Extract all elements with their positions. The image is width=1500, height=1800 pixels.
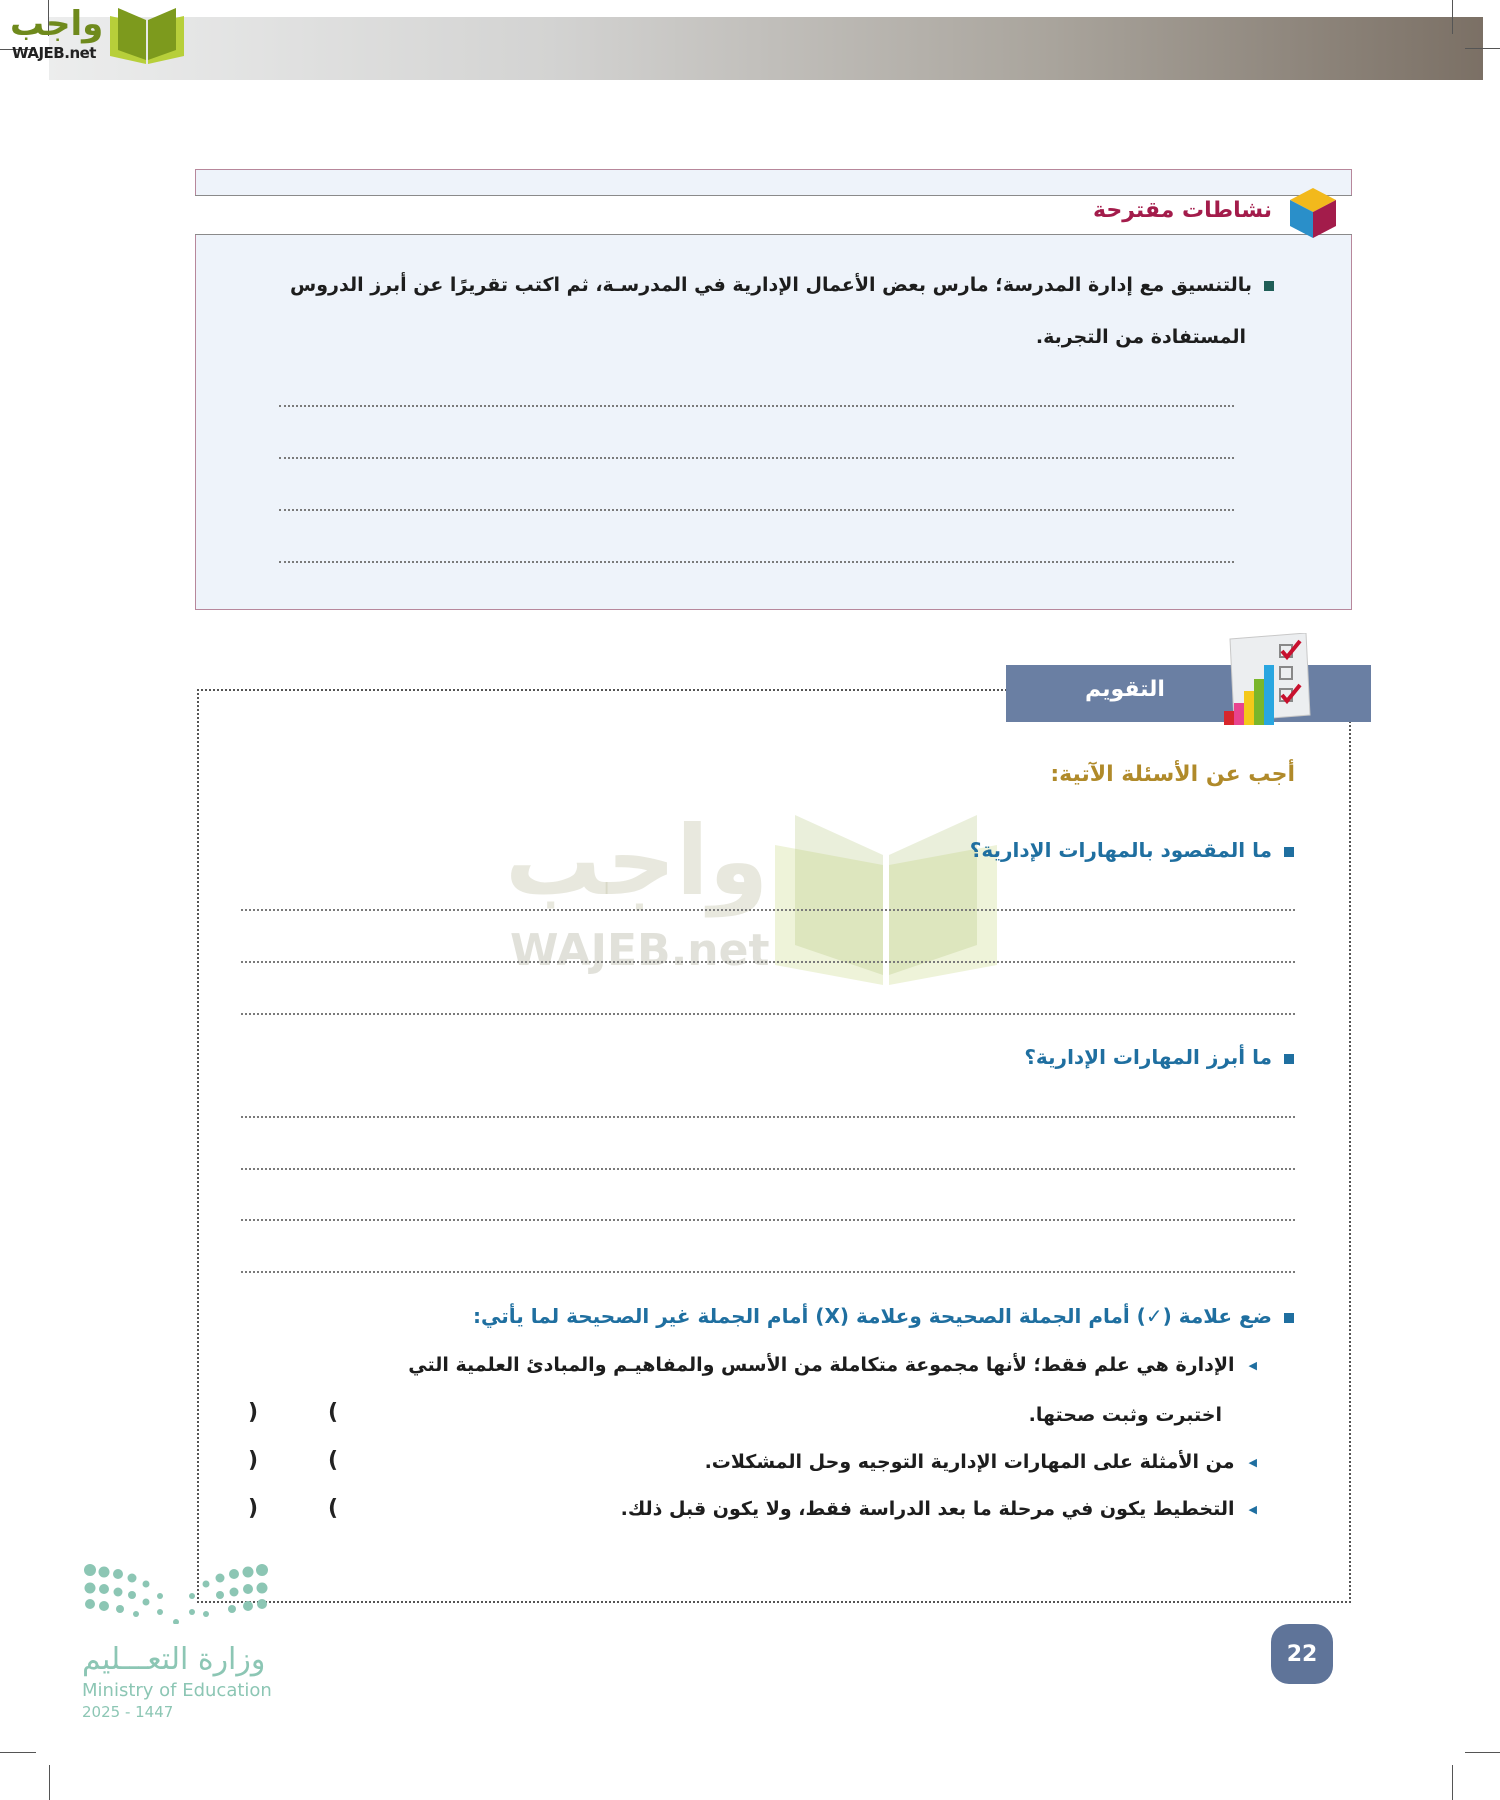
bullet-square-icon [1284,847,1294,857]
activity-text-line2: المستفادة من التجربة. [1035,326,1246,348]
logo-english: WAJEB.net [12,44,96,62]
answer-line[interactable] [241,1219,1295,1221]
answer-line[interactable] [241,1271,1295,1273]
answer-line[interactable] [279,457,1234,459]
header-bar [49,17,1483,80]
activity-text-line1 [290,274,1274,296]
ministry-dots-logo-icon [84,1562,268,1624]
logo-arabic: واجب [10,4,104,44]
question-2: ما أبرز المهارات الإدارية؟ [1024,1045,1294,1069]
activities-title: نشاطات مقترحة [1093,198,1272,223]
bullet-triangle-icon: ◀ [1248,1359,1257,1372]
answer-line[interactable] [279,509,1234,511]
answer-slot-3-close[interactable]: ( [328,1496,339,1521]
crop-mark [1465,48,1500,49]
crop-mark [1452,1765,1453,1800]
crop-mark [1465,1752,1500,1753]
answer-line[interactable] [241,909,1295,911]
answer-line[interactable] [241,1116,1295,1118]
answer-line[interactable] [279,561,1234,563]
answer-line[interactable] [241,961,1295,963]
bullet-triangle-icon: ◀ [1248,1503,1257,1516]
bullet-square-icon [1284,1054,1294,1064]
question-1: ما المقصود بالمهارات الإدارية؟ [970,838,1294,862]
statement-1: ◀الإدارة هي علم فقط؛ لأنها مجموعة متكاملة من الأسس والمفاهيـم والمبادئ العلمية التي [408,1354,1257,1376]
answer-slot-1-open[interactable]: ) [248,1400,259,1425]
book-logo-icon [106,4,188,66]
bullet-square-icon [1284,1313,1294,1323]
ministry-name-arabic: وزارة التعـــليم [82,1642,266,1677]
question-3: ضع علامة (✓) أمام الجملة الصحيحة وعلامة (X) أمام الجملة غير الصحيحة لما يأتي: [473,1304,1294,1328]
cube-icon [1288,186,1338,240]
answer-line[interactable] [279,405,1234,407]
watermark-arabic: واجب [505,805,769,917]
crop-mark [0,1752,36,1753]
activities-box [195,169,1352,610]
ministry-name-english: Ministry of Education [82,1680,272,1701]
answer-slot-2-open[interactable]: ) [248,1448,259,1473]
watermark-book-icon [775,815,997,985]
page-number: 22 [1271,1624,1333,1684]
evaluation-title: التقويم [1085,677,1165,702]
answer-line[interactable] [241,1168,1295,1170]
answer-slot-3-open[interactable]: ) [248,1496,259,1521]
instruction-heading: أجب عن الأسئلة الآتية: [1050,762,1295,787]
watermark-english: WAJEB.net [510,925,770,976]
answer-slot-2-close[interactable]: ( [328,1448,339,1473]
crop-mark [1452,0,1453,34]
bullet-triangle-icon: ◀ [1248,1456,1257,1469]
chart-checklist-icon [1222,633,1312,729]
answer-slot-1-close[interactable]: ( [328,1400,339,1425]
statement-2: ◀من الأمثلة على المهارات الإدارية التوجيه وحل المشكلات. [704,1451,1257,1473]
crop-mark [49,1765,50,1800]
bullet-square-icon [1264,281,1274,291]
statement-1-cont: اختبرت وثبت صحتها. [1028,1404,1222,1426]
statement-3: ◀التخطيط يكون في مرحلة ما بعد الدراسة فقط، ولا يكون قبل ذلك. [620,1498,1257,1520]
activity-text: بالتنسيق مع إدارة المدرسة؛ مارس بعض الأعمال الإدارية في المدرسـة، ثم اكتب تقريرًا عن أبرز الدروس [290,274,1252,296]
ministry-year: 2025 - 1447 [82,1703,174,1721]
answer-line[interactable] [241,1013,1295,1015]
